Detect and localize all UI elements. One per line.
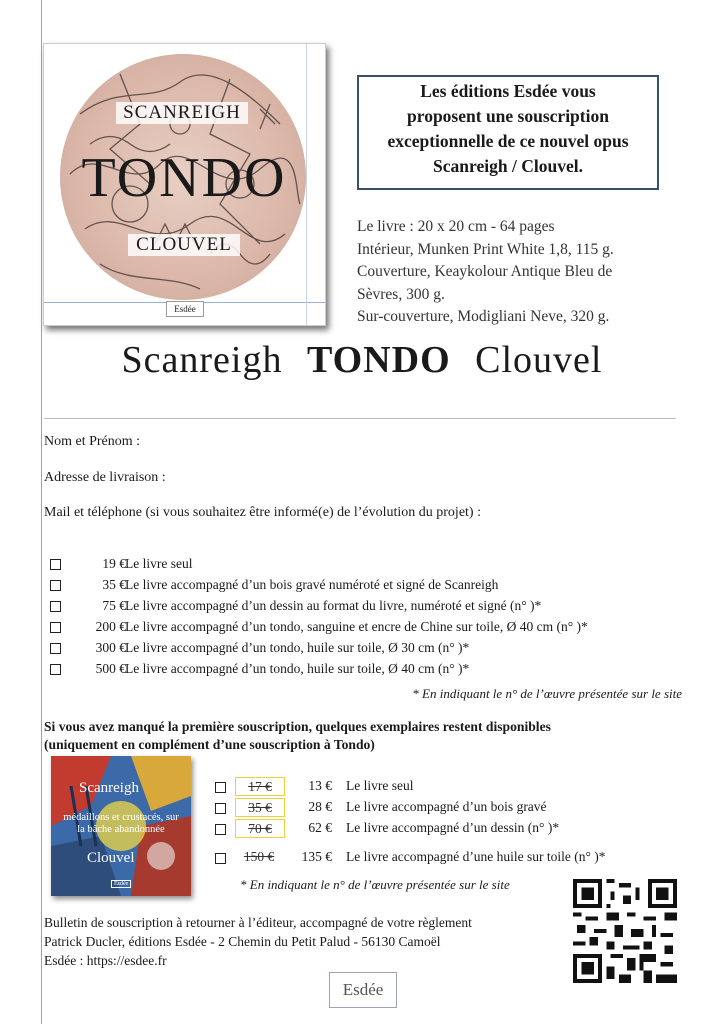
guide-line [306, 44, 307, 325]
option-label: Le livre accompagné d’un tondo, sanguine et encre de Chine sur toile, Ø 40 cm (n° )* [125, 619, 588, 634]
old-price: 150 € [243, 849, 275, 864]
qr-code[interactable] [573, 879, 677, 983]
option-checkbox[interactable] [215, 803, 226, 814]
mini-book-mark: Esdée [111, 880, 131, 888]
old-price: 35 € [235, 798, 285, 817]
footer-line: Bulletin de souscription à retourner à l’éditeur, accompagné de votre règlement [44, 915, 472, 930]
option-checkbox[interactable] [215, 824, 226, 835]
option-price: 300 € [95, 640, 126, 655]
publisher-logo: Esdée [329, 972, 397, 1008]
name-field[interactable]: Nom et Prénom : [44, 434, 141, 449]
footnote: * En indiquant le n° de l’œuvre présentée sur le site [240, 877, 510, 892]
heading-line: (uniquement en complément d’une souscription à Tondo) [44, 737, 375, 752]
cover-title: TONDO [81, 147, 287, 209]
option-label: Le livre accompagné d’un dessin au format du livre, numéroté et signé (n° )* [125, 598, 542, 613]
option-checkbox[interactable] [215, 782, 226, 793]
page-title [0, 338, 724, 382]
announcement-line: Scanreigh / Clouvel. [433, 156, 583, 176]
option-label: Le livre accompagné d’un tondo, huile sur toile, Ø 40 cm (n° )* [125, 661, 470, 676]
announcement-line: proposent une souscription [407, 106, 609, 126]
spec-line: Sur-couverture, Modigliani Neve, 320 g. [357, 308, 610, 325]
footer [44, 913, 472, 970]
spec-line: Couverture, Keaykolour Antique Bleu de [357, 263, 613, 280]
announcement-line: exceptionnelle de ce nouvel opus [387, 131, 629, 151]
option-price: 135 € [301, 849, 332, 864]
mini-book-title-top: Scanreigh [79, 780, 139, 796]
title-center: TONDO [306, 339, 451, 381]
title-right: Clouvel [475, 339, 603, 381]
option-price: 13 € [308, 778, 332, 793]
cover-bottom-label: CLOUVEL [128, 234, 240, 256]
book-specs [357, 216, 687, 329]
option-label: Le livre accompagné d’un dessin (n° )* [346, 820, 560, 835]
option-label: Le livre accompagné d’un bois gravé [346, 799, 547, 814]
announcement-box [357, 75, 659, 190]
previous-book-cover [51, 756, 191, 896]
option-price: 200 € [95, 619, 126, 634]
old-price: 17 € [235, 777, 285, 796]
option-row [44, 556, 694, 577]
spec-line: Sèvres, 300 g. [357, 285, 445, 303]
address-field[interactable]: Adresse de livraison : [44, 470, 166, 485]
old-price: 70 € [235, 819, 285, 838]
option-row [44, 577, 694, 598]
title-left: Scanreigh [121, 339, 283, 381]
footnote: * En indiquant le n° de l’œuvre présentée sur le site [412, 686, 682, 701]
option-price: 500 € [95, 661, 126, 676]
footer-line: Patrick Ducler, éditions Esdée - 2 Chemin du Petit Palud - 56130 Camoël [44, 934, 441, 949]
option-label: Le livre accompagné d’une huile sur toile (n° )* [346, 849, 606, 864]
cover-top-label: SCANREIGH [116, 102, 248, 124]
option-price: 62 € [308, 820, 332, 835]
option-label: Le livre seul [125, 556, 193, 571]
previous-subscription-heading [44, 718, 551, 754]
spec-line: Intérieur, Munken Print White 1,8, 115 g. [357, 240, 614, 258]
option-checkbox[interactable] [50, 580, 61, 591]
contact-field[interactable]: Mail et téléphone (si vous souhaitez être informé(e) de l’évolution du projet) : [44, 505, 481, 520]
option-label: Le livre accompagné d’un tondo, huile sur toile, Ø 30 cm (n° )* [125, 640, 470, 655]
spec-line: Le livre : 20 x 20 cm - 64 pages [357, 218, 555, 235]
option-row [44, 598, 694, 619]
option-checkbox[interactable] [50, 664, 61, 675]
book-cover-image [43, 43, 326, 326]
option-checkbox[interactable] [50, 601, 61, 612]
option-price: 35 € [102, 577, 126, 592]
heading-line: Si vous avez manqué la première souscription, quelques exemplaires restent disponibles [44, 719, 551, 734]
option-price: 28 € [308, 799, 332, 814]
mini-book-subtitle: médaillons et crustacés, sur la bâche abandonnée [63, 812, 179, 835]
footer-website[interactable]: Esdée : https://esdee.fr [44, 953, 167, 968]
mini-book-title-bottom: Clouvel [87, 850, 135, 866]
cover-publisher-mark: Esdée [166, 301, 204, 317]
option-checkbox[interactable] [50, 559, 61, 570]
margin-line [41, 0, 42, 1024]
option-row [44, 619, 694, 640]
option-row [44, 661, 694, 682]
subscription-options [44, 556, 694, 682]
option-checkbox[interactable] [50, 643, 61, 654]
option-checkbox[interactable] [215, 853, 226, 864]
announcement-line: Les éditions Esdée vous [420, 81, 596, 101]
option-row [44, 640, 694, 661]
option-checkbox[interactable] [50, 622, 61, 633]
option-price: 75 € [102, 598, 126, 613]
divider [44, 418, 676, 419]
option-price: 19 € [102, 556, 126, 571]
option-label: Le livre seul [346, 778, 414, 793]
option-label: Le livre accompagné d’un bois gravé numéroté et signé de Scanreigh [125, 577, 499, 592]
